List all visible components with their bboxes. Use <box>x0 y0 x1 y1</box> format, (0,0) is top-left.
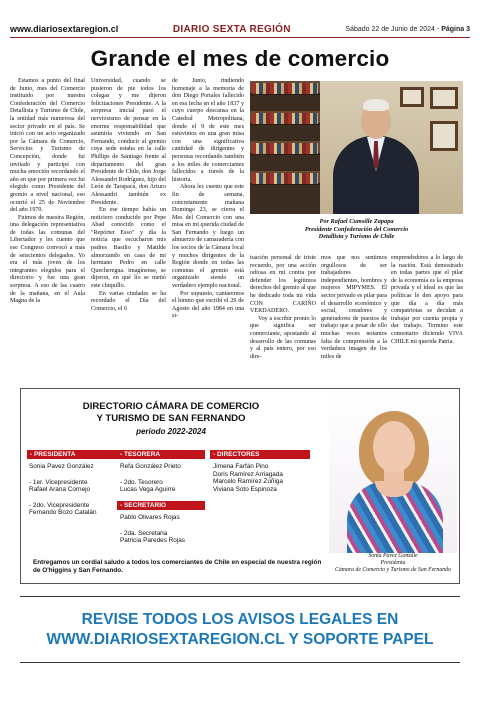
directory-greeting: Entregamos un cordial saludo a todos los comerciantes de Chile en especial de nuestra región de O'higgins y San Fernando. <box>33 559 322 574</box>
divider <box>20 596 460 597</box>
member-name: Patricia Paredes Rojas <box>120 537 186 545</box>
member-name: Rafael Arana Cornejo <box>29 486 91 494</box>
caption-role: Presidente Confederación del Comercio <box>304 225 409 233</box>
paragraph: Estamos a punto del final de Junio, mes del Comercio instituido por nuestra Confederación del Comercio Detallista y Turismo de Chile, la entidad más numerosa del sector privado en el país. Se inició con un acto organizado por la Cámara de Comercio, Servicios y Turismo de Concepción, donde fui invitado y participé con mucha emoción recordando el año en que por primera vez fui elegido como Presidente del gremio a nivel nacional, eso ocurrió el 25 de Noviembre del año 1970. <box>10 78 85 214</box>
directores-list <box>213 463 323 493</box>
directory-title-line: DIRECTORIO CÁMARA DE COMERCIO <box>82 401 260 412</box>
member-name: Fernando Bozo Catalán <box>29 509 97 517</box>
wall-frame <box>400 87 424 107</box>
section-presidencia: - PRESIDENTA <box>27 450 119 459</box>
member-name: Viviana Soto Espinoza <box>213 485 277 493</box>
date-text: Sábado 22 de Junio de 2024 - <box>345 25 440 33</box>
tesoreria-list <box>120 463 212 494</box>
books <box>252 113 318 124</box>
paragraph: Voy a escribir pronto lo que significa ser comerciante, apostando al desarrollo de las comunas y al país entero, por eso dire- <box>250 315 316 360</box>
directory-ad <box>20 388 460 584</box>
article-column-5 <box>321 255 387 361</box>
member-name: Refa González Prieto <box>120 463 181 470</box>
paragraph: Fuimos de nuestra Región, una delegación representativa de todas las comunas del Libertador y les cuento que ese Congreso convocó a más de seiscientos delegados. Yo era el más joven de los integrantes elegidos para el directorio y fue una gran sorpresa. A eso de las cuatro de la mañana, en el Aula Magna de la <box>10 214 85 305</box>
page-header <box>10 22 470 36</box>
author-photo <box>250 81 463 214</box>
member-role: - 2da. Secretaria <box>120 529 168 537</box>
section-secretaria: - SECRETARIO <box>117 501 205 510</box>
paragraph: Universidad, cuando se pusieron de pie todos los colegas y me dijeron felicitaciones Presidente. A la sorpresa inicial pasó el nerviosismo de pensar en la enorme responsabilidad que asumiría viviendo en San Fernando, conducir al gremio cuya sede estaba en la calle Phillips de Santiago frente al departamento del gran Presidente de Chile, don Jorge Alessandri Rodríguez, hijo del León de Tarapacá, don Arturo Alessandri también ex Presidente. <box>91 78 166 206</box>
portrait-org: Cámara de Comercio y Turismo de San Fernando <box>335 567 451 573</box>
books <box>252 173 318 184</box>
wall-frame <box>430 87 458 109</box>
article-headline: Grande el mes de comercio <box>90 46 390 71</box>
article-column-3 <box>172 78 244 321</box>
paragraph: Por supuesto, cantaremos el himno que escribí el 29 de Agosto del año 1984 en una si- <box>172 290 244 320</box>
member-name: Jimena Farfán Pino <box>213 463 269 470</box>
paragraph: mos que nos sentimos orgullosos de ser trabajadores independientes, hombres y mujeres MIPYMES. El sector privado es pilar para el desarrollo económico y social, creadores y generadores de puestos de trabajo que a pesar de ello muchas veces notamos falta de comprensión a la verdadera imagen de los miles de <box>321 255 387 360</box>
caption-name: Por Rafael Cumsille Zapapa <box>319 218 394 225</box>
portrait-caption <box>329 553 457 574</box>
article-column-2 <box>91 78 166 313</box>
issue-date <box>345 26 470 33</box>
portrait-face <box>373 421 415 473</box>
banner-url[interactable]: WWW.DIARIOSEXTAREGION.CL Y SOPORTE PAPEL <box>46 631 434 648</box>
article-column-4 <box>250 255 316 361</box>
member-name: Lucas Vega Aguirre <box>120 486 176 494</box>
article-column-6 <box>391 255 463 346</box>
secretaria-list <box>120 514 212 545</box>
paragraph: En varias ciudades se ha recordado el Día del Comercio, el 6 <box>91 290 166 312</box>
paragraph: Ahora les cuento que este fin de semana, concretamente mañana Domingo 23, se cierra el Mes del Comercio con una misa en mi querida ciudad de San Fernando y luego un almuerzo de camaradería con los socios de la Cámara local y muchos dirigentes de la Región donde en todas las comunas el gremio está organizado siendo un verdadero ejemplo nacional. <box>172 184 244 290</box>
article-column-1 <box>10 78 85 306</box>
person-hair <box>363 99 389 111</box>
directory-title-line: Y TURISMO DE SAN FERNANDO <box>96 413 246 424</box>
portrait-name: Sonia Pavez Gonzále <box>368 553 418 559</box>
directory-period: período 2022-2024 <box>136 427 206 436</box>
page-number: Página 3 <box>441 25 470 33</box>
section-tesoreria: - TESORERA <box>117 450 205 459</box>
presidencia-list <box>29 463 129 517</box>
banner-line: REVISE TODOS LOS AVISOS LEGALES EN <box>81 611 399 628</box>
paragraph: tuación personal de triste recuerdo, por una acción odiosa en mi contra por defender los legítimos derechos del gremio al que he dedicado toda mi vida CON CARIÑO VERDADERO. <box>250 255 316 315</box>
divider <box>20 662 460 663</box>
paper-name: DIARIO SEXTA REGIÓN <box>172 23 291 35</box>
header-rule <box>10 37 470 38</box>
member-name: Doris Ramírez Arriagada <box>213 470 283 478</box>
paragraph: En ese tiempo había un noticiero conducido por Pepe Abad conocido como el "Repórter Esso" y día la noticia que escucharon mis padres Basilio y Matilde almorzando en casa de mi hermano Pedro en calle Quecheregua. imagínense, se dijeron, en qué lío se metió este chiquillo. <box>91 207 166 290</box>
member-role: - 2do. Vicepresidente <box>29 501 90 509</box>
site-url[interactable]: www.diariosextaregion.cl <box>10 24 119 34</box>
member-name: Sonia Pavez González <box>29 463 94 470</box>
photo-caption <box>250 218 463 241</box>
portrait-role: Presidenta <box>380 560 406 566</box>
books <box>252 83 318 94</box>
member-name: Marcelo Ramírez Zúñiga <box>213 478 283 486</box>
legal-notices-banner[interactable] <box>20 610 460 650</box>
president-portrait <box>329 393 457 553</box>
wall-frame <box>430 121 458 151</box>
caption-role: Detallista y Turismo de Chile <box>318 233 395 241</box>
paragraph: de Junio, rindiendo homenaje a la memoria de don Diego Portales fallecido en esa fecha en el año 1837 y cuyo cuerpo descansa en la Catedral Metropolitana, donde el 9 de este mes estuvimos en una gran misa con una significativa cantidad de dirigentes y personas recordando también a los miles de comerciantes fallecidos a través de la historia. <box>172 78 244 183</box>
books <box>252 143 318 154</box>
paragraph: emprendedores a lo largo de la nación. Está demostrado en todas partes que el pilar de la economía es la empresa privada y el ideal es que las políticas le den apoyo para que día a día más compatriotas se decidan a trabajar por cuenta propia y dar trabajo. Termino este comentario diciendo VIVA CHILE mi querida Patria. <box>391 255 463 345</box>
directory-title <box>21 401 321 425</box>
member-role: - 1er. Vicepresidente <box>29 478 88 486</box>
section-directores: - DIRECTORES <box>210 450 310 459</box>
member-role: - 2do. Tesorero <box>120 478 163 486</box>
member-name: Pablo Olivares Rojas <box>120 514 180 521</box>
